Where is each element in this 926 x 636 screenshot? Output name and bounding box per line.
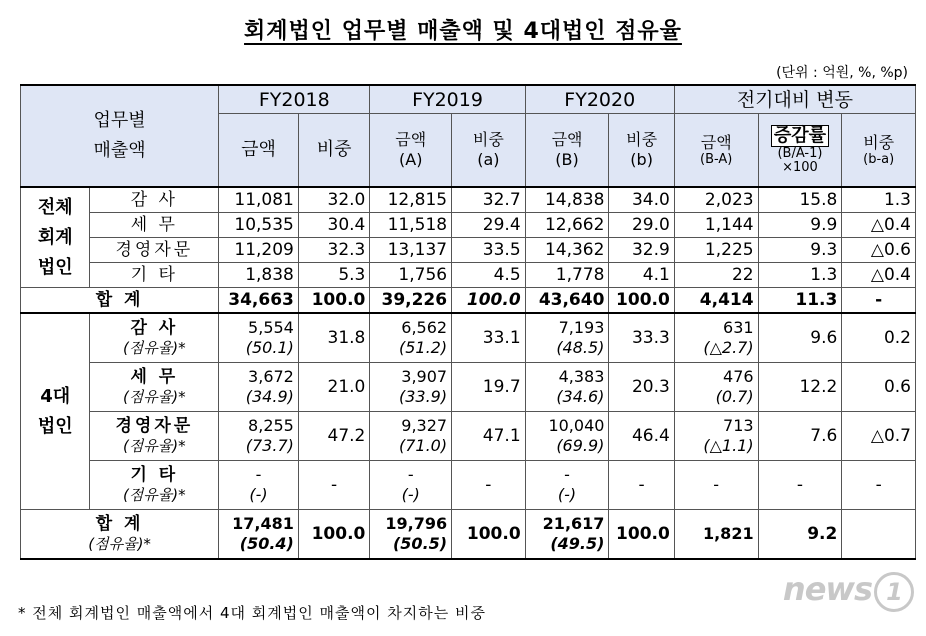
amount-cell: 3,672 (34.9) (219, 363, 299, 412)
change-rate-cell: 9.9 (758, 213, 842, 238)
change-share-cell: 0.2 (842, 313, 916, 363)
revenue-table (20, 84, 916, 560)
share-cell: 20.3 (609, 363, 674, 412)
share-cell: 31.8 (298, 313, 370, 363)
category-cell: 합 계 (21, 288, 219, 314)
share-cell: 47.1 (452, 412, 526, 461)
amount-cell: 39,226 (370, 288, 452, 314)
amount-cell: 13,137 (370, 238, 452, 263)
share-cell: 46.4 (609, 412, 674, 461)
table-row (21, 288, 916, 314)
share-change-header: 비중 (b-a) (842, 114, 916, 188)
unit-note: (단위 : 억원, %, %p) (776, 65, 908, 81)
share-cell: - (609, 461, 674, 510)
change-rate-cell: 9.3 (758, 238, 842, 263)
change-amount-cell: 476 (0.7) (674, 363, 758, 412)
share-cell: 33.5 (452, 238, 526, 263)
amount-cell: 1,756 (370, 263, 452, 288)
amount-cell: 1,838 (219, 263, 299, 288)
change-rate-cell: 11.3 (758, 288, 842, 314)
page-title: 회계법인 업무별 매출액 및 4대법인 점유율 (244, 19, 682, 44)
change-rate-cell: 12.2 (758, 363, 842, 412)
change-amount-cell: 713 (△1.1) (674, 412, 758, 461)
share-cell: 4.5 (452, 263, 526, 288)
share-cell: - (452, 461, 526, 510)
share-cell: 100.0 (452, 288, 526, 314)
amount-cell: 3,907 (33.9) (370, 363, 452, 412)
share-2018-header: 비중 (298, 114, 370, 188)
table-row (21, 313, 916, 363)
change-share-cell: 1.3 (842, 187, 916, 213)
share-cell: 100.0 (609, 288, 674, 314)
corner-header: 업무별 매출액 (21, 85, 219, 187)
amount-cell: - (-) (525, 461, 609, 510)
group-label-big4: 4대 법인 (21, 313, 90, 510)
footnote: * 전체 회계법인 매출액에서 4대 회계법인 매출액이 차지하는 비중 (18, 604, 486, 622)
amount-cell: 11,209 (219, 238, 299, 263)
amount-cell: 12,815 (370, 187, 452, 213)
table-row (21, 510, 916, 560)
amount-2018-header: 금액 (219, 114, 299, 188)
category-cell: 경영자문 (점유율)* (90, 412, 219, 461)
amount-cell: 21,617 (49.5) (525, 510, 609, 560)
share-2019-header: 비중 (a) (452, 114, 526, 188)
category-cell: 세 무 (90, 213, 219, 238)
share-cell: 19.7 (452, 363, 526, 412)
share-cell: - (298, 461, 370, 510)
share-cell: 32.9 (609, 238, 674, 263)
change-amount-cell: 22 (674, 263, 758, 288)
table-row (21, 263, 916, 288)
share-cell: 100.0 (452, 510, 526, 560)
news1-watermark: news 1 (783, 570, 914, 612)
amount-cell: 11,518 (370, 213, 452, 238)
category-cell: 세 무 (점유율)* (90, 363, 219, 412)
share-cell: 32.3 (298, 238, 370, 263)
category-cell: 감 사 (90, 187, 219, 213)
change-rate-cell: 1.3 (758, 263, 842, 288)
change-amount-cell: - (674, 461, 758, 510)
amount-cell: 10,535 (219, 213, 299, 238)
amount-cell: 1,778 (525, 263, 609, 288)
share-cell: 33.3 (609, 313, 674, 363)
share-cell: 29.4 (452, 213, 526, 238)
table-row (21, 461, 916, 510)
change-amount-cell: 1,225 (674, 238, 758, 263)
share-cell: 32.7 (452, 187, 526, 213)
amount-cell: 43,640 (525, 288, 609, 314)
change-rate-cell: 15.8 (758, 187, 842, 213)
category-cell: 경영자문 (90, 238, 219, 263)
change-amount-cell: 631 (△2.7) (674, 313, 758, 363)
change-share-cell: - (842, 288, 916, 314)
change-amount-cell: 2,023 (674, 187, 758, 213)
share-2020-header: 비중 (b) (609, 114, 674, 188)
table-row (21, 238, 916, 263)
table-row (21, 213, 916, 238)
category-cell: 기 타 (90, 263, 219, 288)
fy2020-header: FY2020 (525, 85, 674, 114)
amount-cell: 11,081 (219, 187, 299, 213)
change-amount-cell: 1,144 (674, 213, 758, 238)
change-share-cell: △0.4 (842, 213, 916, 238)
amount-cell: 14,838 (525, 187, 609, 213)
share-cell: 34.0 (609, 187, 674, 213)
amount-change-header: 금액 (B-A) (674, 114, 758, 188)
change-share-cell (842, 510, 916, 560)
amount-2020-header: 금액 (B) (525, 114, 609, 188)
amount-cell: 6,562 (51.2) (370, 313, 452, 363)
table-row (21, 187, 916, 213)
share-cell: 21.0 (298, 363, 370, 412)
share-cell: 47.2 (298, 412, 370, 461)
amount-cell: 17,481 (50.4) (219, 510, 299, 560)
table-row (21, 412, 916, 461)
share-cell: 100.0 (298, 510, 370, 560)
amount-cell: 10,040 (69.9) (525, 412, 609, 461)
amount-2019-header: 금액 (A) (370, 114, 452, 188)
amount-cell: 7,193 (48.5) (525, 313, 609, 363)
table-row (21, 363, 916, 412)
share-cell: 30.4 (298, 213, 370, 238)
amount-cell: 12,662 (525, 213, 609, 238)
share-cell: 5.3 (298, 263, 370, 288)
amount-cell: - (-) (370, 461, 452, 510)
change-rate-cell: 9.2 (758, 510, 842, 560)
amount-cell: 14,362 (525, 238, 609, 263)
amount-cell: - (-) (219, 461, 299, 510)
amount-cell: 34,663 (219, 288, 299, 314)
change-share-cell: - (842, 461, 916, 510)
rate-change-header: 증감률 (B/A-1) ×100 (758, 114, 842, 188)
change-header: 전기대비 변동 (674, 85, 915, 114)
change-share-cell: 0.6 (842, 363, 916, 412)
share-cell: 29.0 (609, 213, 674, 238)
fy2018-header: FY2018 (219, 85, 370, 114)
fy2019-header: FY2019 (370, 85, 525, 114)
change-amount-cell: 1,821 (674, 510, 758, 560)
category-cell: 감 사 (점유율)* (90, 313, 219, 363)
group-label-total: 전체 회계 법인 (21, 187, 90, 288)
change-rate-cell: 9.6 (758, 313, 842, 363)
news-logo-text: news (782, 570, 872, 608)
share-cell: 32.0 (298, 187, 370, 213)
amount-cell: 19,796 (50.5) (370, 510, 452, 560)
amount-cell: 4,383 (34.6) (525, 363, 609, 412)
category-cell: 기 타 (점유율)* (90, 461, 219, 510)
share-cell: 100.0 (609, 510, 674, 560)
share-cell: 33.1 (452, 313, 526, 363)
amount-cell: 8,255 (73.7) (219, 412, 299, 461)
amount-cell: 5,554 (50.1) (219, 313, 299, 363)
change-share-cell: △0.4 (842, 263, 916, 288)
share-cell: 4.1 (609, 263, 674, 288)
share-cell: 100.0 (298, 288, 370, 314)
change-share-cell: △0.7 (842, 412, 916, 461)
category-cell: 합 계 (점유율)* (21, 510, 219, 560)
change-rate-cell: - (758, 461, 842, 510)
amount-cell: 9,327 (71.0) (370, 412, 452, 461)
change-amount-cell: 4,414 (674, 288, 758, 314)
change-share-cell: △0.6 (842, 238, 916, 263)
change-rate-cell: 7.6 (758, 412, 842, 461)
